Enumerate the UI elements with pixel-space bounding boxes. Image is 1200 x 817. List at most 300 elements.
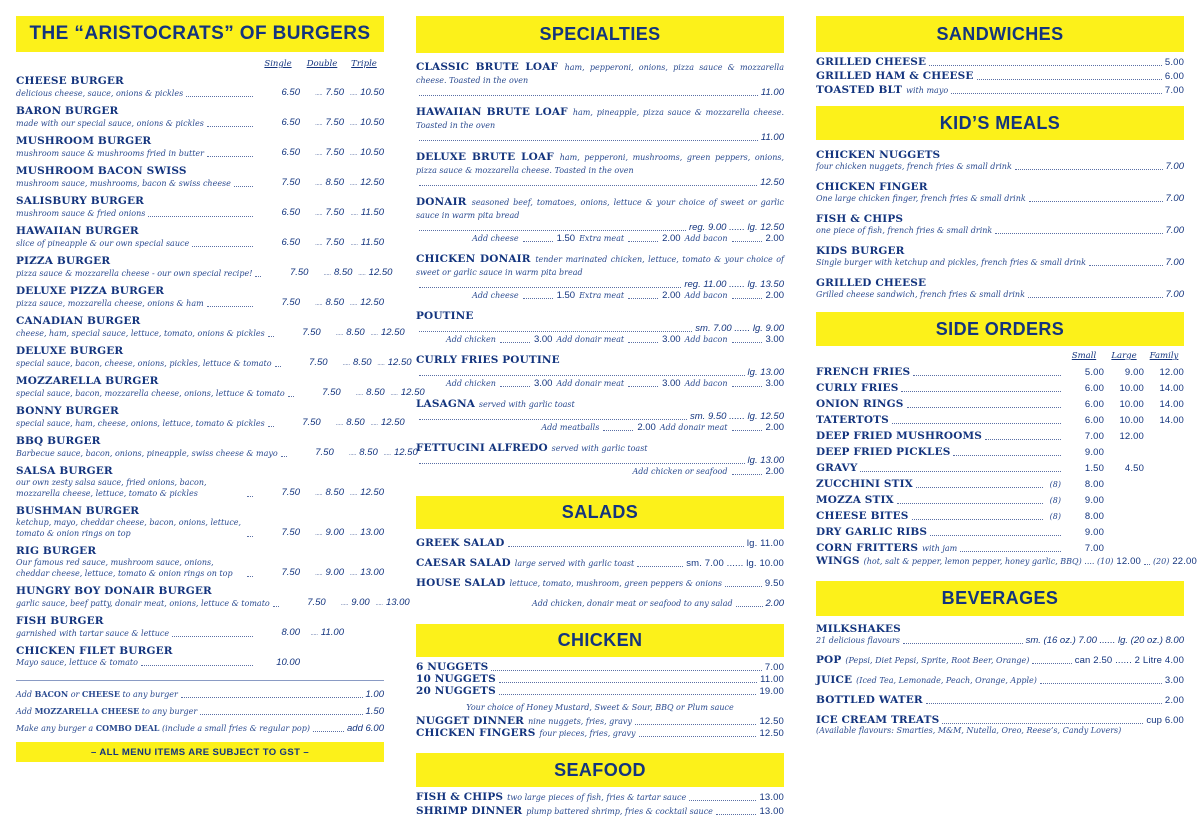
- burger-price: ..... 7.50: [300, 237, 344, 249]
- seafood-item-price: 13.00: [759, 792, 784, 803]
- burger-desc: mushroom sauce & fried onions: [16, 209, 146, 218]
- addon-pre: Add: [16, 707, 35, 716]
- sandwich-item: [816, 71, 1184, 82]
- side-price: 8.00: [1084, 479, 1104, 490]
- leader-dots: [628, 233, 658, 242]
- leader-dots: [207, 156, 253, 157]
- side-prices: [1064, 495, 1104, 506]
- burger-price: ..... 11.50: [344, 207, 384, 219]
- burger-price: 6.50: [281, 147, 300, 158]
- beverage-item-price: can 2.50 ...... 2 Litre 4.00: [1074, 655, 1184, 666]
- burger-prices: [277, 417, 405, 429]
- specialty-item: [416, 398, 784, 434]
- leader-dots: [207, 306, 253, 307]
- side-name: FRENCH FRIES: [816, 366, 911, 378]
- specialties-title: SPECIALTIES: [539, 24, 661, 44]
- burger-price: 7.50: [281, 177, 300, 188]
- specialty-item-row: [416, 323, 784, 334]
- side-price: 14.00: [1159, 415, 1184, 426]
- burger-prices: [256, 87, 384, 99]
- kids-item: [816, 245, 1184, 268]
- addon-label: Add bacon: [684, 234, 728, 243]
- burger-price: ..... 9.00: [326, 597, 370, 609]
- burger-prices: [282, 597, 410, 609]
- specialty-item-price: 12.50: [760, 177, 784, 188]
- addon-post: to any burger: [139, 707, 198, 716]
- side-price: 6.00: [1084, 399, 1104, 410]
- specialty-item-name: CLASSIC BRUTE LOAF: [416, 61, 559, 73]
- specialty-item: [416, 253, 784, 302]
- leader-dots: [913, 375, 1061, 376]
- burger-name: BUSHMAN BURGER: [16, 505, 140, 517]
- specialty-item-para: [416, 253, 784, 279]
- kids-item-price: 7.00: [1165, 289, 1184, 300]
- specialty-item-para: [416, 151, 784, 177]
- addon-price: add 6.00: [347, 723, 384, 734]
- salad-item-price: lg. 11.00: [746, 538, 784, 549]
- leader-dots: [628, 334, 658, 343]
- side-item: [816, 399, 1184, 410]
- kids-item-row: [816, 161, 1184, 172]
- burger-item: [16, 435, 418, 459]
- specialty-item: [416, 196, 784, 245]
- leader-dots: [985, 439, 1061, 440]
- seafood-item-name: FISH & CHIPS: [416, 791, 504, 803]
- leader-dots: [929, 65, 1162, 66]
- addon-row: [16, 723, 384, 734]
- burger-price: ..... 7.50: [300, 117, 344, 129]
- burger-price-row: [16, 207, 384, 219]
- burger-price: ..... 8.50: [300, 177, 344, 189]
- specialty-item-row: [416, 367, 784, 378]
- leader-dots: [1028, 297, 1163, 298]
- specialty-item-para: [416, 61, 784, 87]
- leader-dots: [725, 586, 762, 587]
- divider: [16, 680, 384, 681]
- addon-label: Add cheese: [472, 234, 519, 243]
- addon-text: [16, 706, 197, 717]
- leader-dots: [960, 551, 1061, 552]
- burger-prices: [256, 147, 384, 159]
- burger-price: ..... 12.50: [352, 267, 392, 279]
- wings-desc: (hot, salt & pepper, lemon pepper, honey garlic, BBQ) .... (10): [863, 557, 1114, 566]
- beverages-title: BEVERAGES: [941, 588, 1059, 608]
- burger-price-row: [16, 447, 418, 459]
- burger-prices: [256, 297, 384, 309]
- burger-name: RIG BURGER: [16, 545, 97, 557]
- sandwiches-header: [816, 16, 1184, 52]
- leader-dots: [732, 334, 762, 343]
- size-small: Small: [1071, 351, 1097, 361]
- specialty-item: [416, 442, 784, 478]
- specialty-item-addons: [416, 466, 784, 478]
- specialty-item-desc: served with garlic toast: [551, 444, 648, 453]
- side-prices: [1064, 383, 1184, 394]
- specialty-item-name: CHICKEN DONAIR: [416, 253, 531, 265]
- side-item: [816, 463, 1184, 474]
- addon-bold: CHEESE: [81, 689, 120, 699]
- side-size-headers: [816, 350, 1184, 362]
- kids-item-price: 7.00: [1165, 193, 1184, 204]
- burger-price: ..... 12.50: [344, 177, 384, 189]
- chicken-title: CHICKEN: [557, 630, 643, 650]
- kids-item: [816, 213, 1184, 236]
- sides-list: [816, 367, 1184, 554]
- burger-prices: [256, 177, 384, 189]
- specialty-item-row: [416, 177, 784, 188]
- side-price: 8.00: [1084, 511, 1104, 522]
- leader-dots: [499, 682, 757, 683]
- leader-dots: [141, 665, 253, 666]
- beverage-item-name: JUICE: [816, 674, 853, 686]
- burger-price-row: [16, 597, 410, 609]
- specialty-item-desc: served with garlic toast: [478, 400, 575, 409]
- chicken-item-price: 7.00: [764, 662, 784, 673]
- specialty-item-para: [416, 354, 784, 367]
- beverage-item-name: POP: [816, 654, 842, 666]
- burger-item: [16, 75, 384, 99]
- burger-price: ..... 8.50: [300, 487, 344, 499]
- chicken-item-name: 6 NUGGETS: [416, 661, 489, 673]
- addon-row: [16, 706, 384, 717]
- kids-item-desc: one piece of fish, french fries & small drink: [816, 226, 993, 235]
- sandwiches-title: SANDWICHES: [936, 23, 1064, 44]
- burger-desc: cheese, ham, special sauce, lettuce, tomato, onions & pickles: [16, 329, 265, 338]
- side-price: 14.00: [1159, 399, 1184, 410]
- burger-price: ..... 8.50: [321, 417, 365, 429]
- size-triple: Triple: [351, 59, 377, 69]
- sides-header: [816, 312, 1184, 346]
- addon-bold: BACON: [34, 689, 69, 699]
- burger-name: DELUXE PIZZA BURGER: [16, 285, 165, 297]
- addon-row: [16, 689, 384, 700]
- middle-column: [416, 16, 784, 817]
- addon-label: Add bacon: [684, 379, 728, 388]
- burger-desc: special sauce, ham, cheese, onions, lettuce, tomato & pickles: [16, 419, 265, 428]
- burger-item: [16, 315, 405, 339]
- specialty-item-name: DONAIR: [416, 196, 467, 208]
- leader-dots: [200, 714, 362, 715]
- beverage-item: [816, 675, 1184, 686]
- burger-desc: garnished with tartar sauce & lettuce: [16, 629, 170, 638]
- addon-label: Add chicken: [445, 379, 496, 388]
- burger-name: HUNGRY BOY DONAIR BURGER: [16, 585, 212, 597]
- beverage-item-price: 2.00: [1164, 695, 1184, 706]
- side-desc: (8): [1049, 496, 1061, 505]
- burger-price: 7.50: [289, 267, 309, 278]
- specialty-item-name: FETTUCINI ALFREDO: [416, 442, 548, 454]
- specialty-item: [416, 61, 784, 98]
- beverage-item-desc: (Pepsi, Diet Pepsi, Sprite, Root Beer, Orange): [845, 656, 1030, 665]
- sandwich-item-desc: with mayo: [906, 86, 949, 95]
- leader-dots: [897, 503, 1043, 504]
- side-item: [816, 527, 1184, 538]
- burger-prices: [256, 487, 384, 499]
- chicken-item-name: 10 NUGGETS: [416, 673, 496, 685]
- burger-price-row: [16, 417, 405, 429]
- specialty-item-price: 11.00: [760, 87, 784, 98]
- burger-prices: [256, 527, 384, 539]
- kids-item-desc: four chicken nuggets, french fries & small drink: [816, 162, 1012, 171]
- addon-text: [16, 723, 310, 734]
- chicken-dinner-item-desc: four pieces, fries, gravy: [539, 729, 636, 738]
- burger-item: [16, 255, 393, 279]
- side-price: 10.00: [1119, 399, 1144, 410]
- side-item: [816, 495, 1184, 506]
- burger-price: 6.50: [281, 237, 300, 248]
- burger-name: CANADIAN BURGER: [16, 315, 141, 327]
- burger-desc: Barbecue sauce, bacon, onions, pineapple, swiss cheese & mayo: [16, 449, 278, 458]
- side-item: [816, 543, 1184, 554]
- burger-price-row: [16, 387, 425, 399]
- beverage-item-name: BOTTLED WATER: [816, 694, 923, 706]
- burger-price: ..... 9.00: [300, 567, 344, 579]
- leader-dots: [268, 336, 274, 337]
- burger-name: PIZZA BURGER: [16, 255, 111, 267]
- addon-price: 2.00: [662, 290, 681, 301]
- icecream-flavours-note: (Available flavours: Smarties, M&M, Nutella, Oreo, Reese’s, Candy Lovers): [816, 726, 1122, 735]
- burger-prices: [264, 267, 392, 279]
- size-large: Large: [1111, 351, 1137, 361]
- salad-item-row: [416, 558, 784, 569]
- specialty-item-price: sm. 7.00 ...... lg. 9.00: [695, 323, 784, 334]
- burger-desc: garlic sauce, beef patty, donair meat, onions, lettuce & tomato: [16, 599, 270, 608]
- burger-price: 6.50: [281, 207, 300, 218]
- beverage-item-row: [816, 675, 1184, 686]
- size-double: Double: [306, 59, 338, 69]
- specialty-item-desc: ham, pepperoni, onions, pizza sauce & mozzarella cheese. Toasted in the oven: [416, 63, 784, 85]
- burger-list: [16, 75, 425, 668]
- addon-bold: COMBO DEAL: [95, 723, 160, 733]
- burger-desc: made with our special sauce, onions & pickles: [16, 119, 204, 128]
- milkshakes-item: [816, 623, 1184, 646]
- seafood-item-desc: two large pieces of fish, fries & tartar sauce: [507, 793, 687, 802]
- burger-price-row: [16, 237, 384, 249]
- leader-dots: [419, 375, 745, 376]
- leader-dots: [186, 96, 253, 97]
- burger-desc: ketchup, mayo, cheddar cheese, bacon, onions, lettuce, tomato & onion rings on top: [16, 518, 242, 538]
- leader-dots: [247, 536, 253, 537]
- burger-price-row: [16, 297, 384, 309]
- burger-price: ..... 12.50: [344, 297, 384, 309]
- seafood-item-row: [416, 792, 784, 803]
- burger-name: HAWAIIAN BURGER: [16, 225, 139, 237]
- salad-item-desc: large served with garlic toast: [514, 559, 635, 568]
- specialty-item-para: [416, 106, 784, 132]
- burger-price: 7.50: [281, 527, 300, 538]
- leader-dots: [639, 736, 757, 737]
- leader-dots: [247, 576, 253, 577]
- addon-pre: Make any burger a: [16, 724, 96, 733]
- addon-price: 3.00: [533, 334, 553, 345]
- side-prices: [1064, 543, 1104, 554]
- burger-name: CHICKEN FILET BURGER: [16, 645, 173, 657]
- sandwich-item-row: [816, 85, 1184, 96]
- burger-price: 7.50: [302, 327, 321, 338]
- salad-addon-text: Add chicken, donair meat or seafood to any salad: [532, 599, 733, 608]
- side-name: CURLY FRIES: [816, 382, 899, 394]
- specialty-item-para: [416, 196, 784, 222]
- right-column: [816, 16, 1197, 762]
- leader-dots: [907, 407, 1062, 408]
- leader-dots: [419, 230, 686, 231]
- beverages-list: [816, 655, 1184, 726]
- chicken-item-name: 20 NUGGETS: [416, 685, 496, 697]
- seafood-item: [416, 806, 784, 817]
- kids-title: KID’S MEALS: [939, 112, 1061, 133]
- leader-dots: [1029, 201, 1163, 202]
- addon-price: 2.00: [662, 233, 681, 244]
- burger-price-row: [16, 327, 405, 339]
- specialty-item-price: reg. 9.00 ...... lg. 12.50: [688, 222, 784, 233]
- leader-dots: [716, 814, 757, 815]
- leader-dots: [491, 670, 762, 671]
- chicken-item: [416, 674, 784, 685]
- side-item: [816, 511, 1184, 522]
- side-item: [816, 415, 1184, 426]
- kids-item-name: CHICKEN FINGER: [816, 181, 928, 193]
- side-prices: [1064, 527, 1104, 538]
- leader-dots: [732, 378, 762, 387]
- sandwich-item-price: 5.00: [1164, 57, 1184, 68]
- burger-price: 8.00: [281, 627, 300, 638]
- size-single: Single: [264, 59, 292, 69]
- chicken-item-row: [416, 686, 784, 697]
- kids-header: [816, 106, 1184, 140]
- side-name: DEEP FRIED PICKLES: [816, 446, 951, 458]
- leader-dots: [419, 419, 687, 420]
- leader-dots: [419, 140, 758, 141]
- side-prices: [1064, 511, 1104, 522]
- leader-dots: [207, 126, 253, 127]
- burger-prices: [256, 237, 384, 249]
- burger-price: ..... 8.50: [321, 327, 365, 339]
- specialty-item-row: [416, 279, 784, 290]
- specialty-item-addons: [416, 233, 784, 245]
- burger-price: 7.50: [281, 297, 300, 308]
- leader-dots: [500, 378, 530, 387]
- seafood-title: SEAFOOD: [554, 759, 646, 780]
- burger-price-row: [16, 357, 412, 369]
- specialty-item-price: lg. 13.00: [747, 367, 784, 378]
- leader-dots: [942, 723, 1143, 724]
- burger-name: SALISBURY BURGER: [16, 195, 145, 207]
- salad-item-row: [416, 578, 784, 589]
- side-price: 6.00: [1084, 415, 1104, 426]
- specialty-item-row: [416, 132, 784, 143]
- specialty-item-row: [416, 411, 784, 422]
- side-price: 5.00: [1084, 367, 1104, 378]
- addon-price: 2.00: [637, 422, 656, 433]
- addon-label: Add donair meat: [556, 335, 625, 344]
- leader-dots: [419, 331, 692, 332]
- burger-price: [344, 627, 384, 639]
- burger-price: ..... 9.00: [300, 527, 344, 539]
- salads-header: [416, 496, 784, 529]
- seafood-item-desc: plump battered shrimp, fries & cocktail sauce: [526, 807, 713, 816]
- side-item: [816, 383, 1184, 394]
- beverage-item-row: [816, 695, 1184, 706]
- chicken-dinners-list: [416, 716, 784, 739]
- burger-price-row: [16, 147, 384, 159]
- specialty-item-name: HAWAIIAN BRUTE LOAF: [416, 106, 568, 118]
- burger-price: ..... 7.50: [300, 207, 344, 219]
- leader-dots: [637, 566, 683, 567]
- burger-prices: [256, 117, 384, 129]
- burger-prices: [256, 567, 384, 579]
- burger-price: [300, 657, 344, 668]
- wings-price-20: 22.00: [1172, 556, 1197, 567]
- leader-dots: [1032, 663, 1071, 664]
- seafood-item-price: 13.00: [759, 806, 784, 817]
- burger-price: 7.50: [315, 447, 334, 458]
- specialty-item-addons: [416, 290, 784, 302]
- addon-label: Add cheese: [472, 291, 519, 300]
- burger-price: ..... 8.50: [334, 447, 378, 459]
- specialty-item-desc: seasoned beef, tomatoes, onions, lettuce & your choice of sweet or garlic sauce in warm pita bread: [416, 198, 784, 220]
- burger-price: ..... 13.00: [344, 567, 384, 579]
- burger-price: ..... 12.50: [344, 487, 384, 499]
- chicken-item-price: 11.00: [760, 674, 784, 685]
- burger-price: ..... 10.50: [344, 87, 384, 99]
- burger-item: [16, 105, 384, 129]
- side-price: 10.00: [1119, 415, 1144, 426]
- specialty-item-price: sm. 9.50 ...... lg. 12.50: [690, 411, 784, 422]
- chicken-item-row: [416, 662, 784, 673]
- specialty-item-price: lg. 13.00: [747, 455, 784, 466]
- burger-item: [16, 165, 384, 189]
- milkshakes-name: MILKSHAKES: [816, 623, 901, 635]
- leader-dots: [268, 426, 274, 427]
- burger-item: [16, 225, 384, 249]
- burger-price: 7.50: [302, 417, 321, 428]
- burger-price: 7.50: [307, 597, 326, 608]
- salad-item: [416, 558, 784, 569]
- burger-item: [16, 375, 425, 399]
- burger-price: 7.50: [281, 567, 300, 578]
- salad-item: [416, 578, 784, 589]
- leader-dots: [901, 391, 1061, 392]
- beverage-item-desc: (Iced Tea, Lemonade, Peach, Orange, Apple): [856, 676, 1037, 685]
- salad-item-price: sm. 7.00 ...... lg. 10.00: [686, 558, 784, 569]
- side-prices: [1064, 463, 1144, 474]
- specialty-item-price: reg. 11.00 ...... lg. 13.50: [684, 279, 784, 290]
- beverage-item-price: 3.00: [1164, 675, 1184, 686]
- addon-label: Add meatballs: [541, 423, 600, 432]
- leader-dots: [148, 216, 253, 217]
- chicken-dinner-item-name: NUGGET DINNER: [416, 715, 525, 727]
- burger-addons: [16, 689, 384, 734]
- sandwich-item-name: TOASTED BLT: [816, 84, 903, 96]
- chicken-item-row: [416, 674, 784, 685]
- beverage-item: [816, 715, 1184, 726]
- specialty-item-desc: tender marinated chicken, lettuce, tomato & your choice of sweet or garlic sauce in warm pita bread: [416, 255, 784, 277]
- side-item: [816, 431, 1184, 442]
- burger-name: MUSHROOM BURGER: [16, 135, 152, 147]
- leader-dots: [419, 185, 757, 186]
- specialty-item: [416, 310, 784, 346]
- kids-item-desc: Single burger with ketchup and pickles, french fries & small drink: [816, 258, 1086, 267]
- burger-desc: pizza sauce & mozzarella cheese - our own special recipe!: [16, 269, 253, 278]
- burger-item: [16, 405, 405, 429]
- burger-price-row: [16, 657, 384, 668]
- leader-dots: [508, 546, 744, 547]
- side-item: [816, 447, 1184, 458]
- salad-item-desc: lettuce, tomato, mushroom, green peppers & onions: [509, 579, 722, 588]
- burger-prices: [284, 357, 412, 369]
- leader-dots: [499, 694, 757, 695]
- side-prices: [1064, 479, 1104, 490]
